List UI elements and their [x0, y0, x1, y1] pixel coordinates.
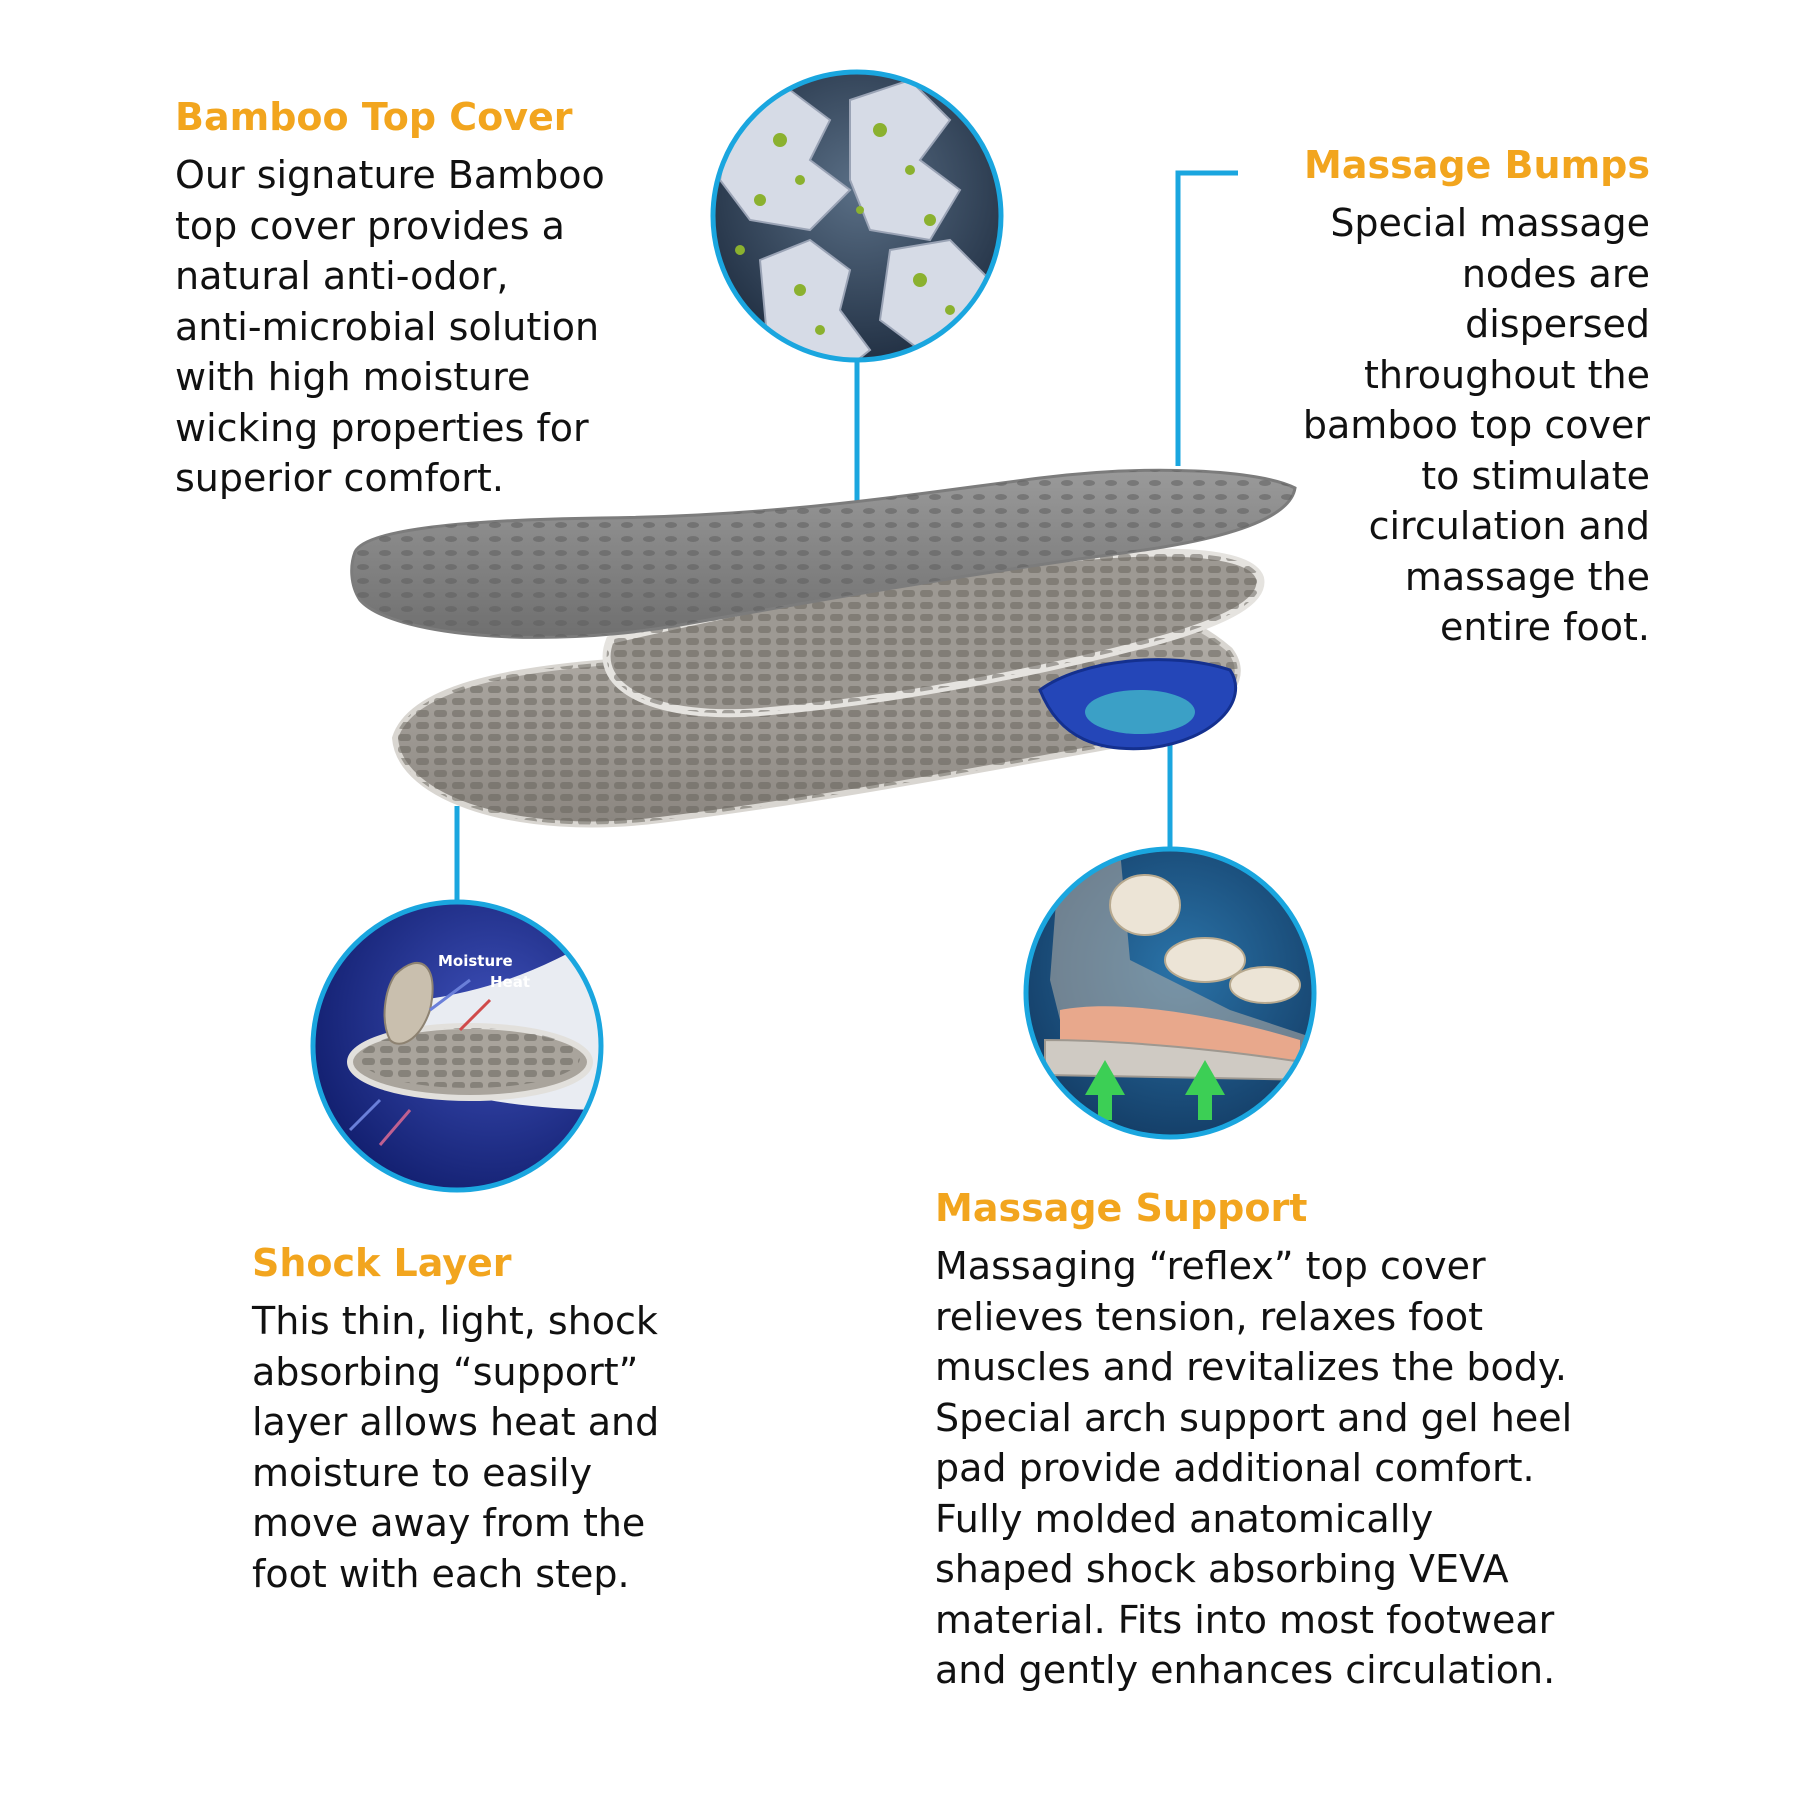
moisture-label: Moisture [438, 952, 513, 970]
massage-bumps-description: Special massage nodes are dispersed throughout the bamboo top cover to stimulate circulation and massage the entire foot. [1302, 201, 1650, 649]
massage-support-title: Massage Support [935, 1186, 1308, 1230]
shock-layer-description: This thin, light, shock absorbing “support” layer allows heat and moisture to easily move away from the foot with each step. [252, 1299, 660, 1596]
massage-bumps-title: Massage Bumps [1304, 143, 1650, 187]
insole-layers-illustration [352, 470, 1295, 824]
bamboo-top-cover-section [175, 94, 695, 504]
bamboo-fiber-microstructure-icon [700, 60, 1020, 390]
heel-support-anatomy-icon [1020, 840, 1340, 1160]
shock-layer-section [252, 1240, 772, 1599]
shock-layer-title: Shock Layer [252, 1241, 512, 1285]
bamboo-top-cover-description: Our signature Bamboo top cover provides a natural anti-odor, anti-microbial solution with high moisture wicking properties for superior comfort. [175, 153, 605, 500]
massage-bumps-section [1225, 142, 1650, 653]
moisture-heat-flow-icon [300, 890, 620, 1210]
bamboo-top-cover-title: Bamboo Top Cover [175, 95, 573, 139]
massage-support-description: Massaging “reflex” top cover relieves tension, relaxes foot muscles and revitalizes the body. Special arch support and gel heel pad provide additional comfort. Fully molded anatomically shaped shock absorbing VEVA material. Fits into most footwear and gently enhances circulation. [935, 1244, 1573, 1692]
heat-label: Heat [490, 973, 531, 991]
massage-support-section [935, 1185, 1695, 1696]
